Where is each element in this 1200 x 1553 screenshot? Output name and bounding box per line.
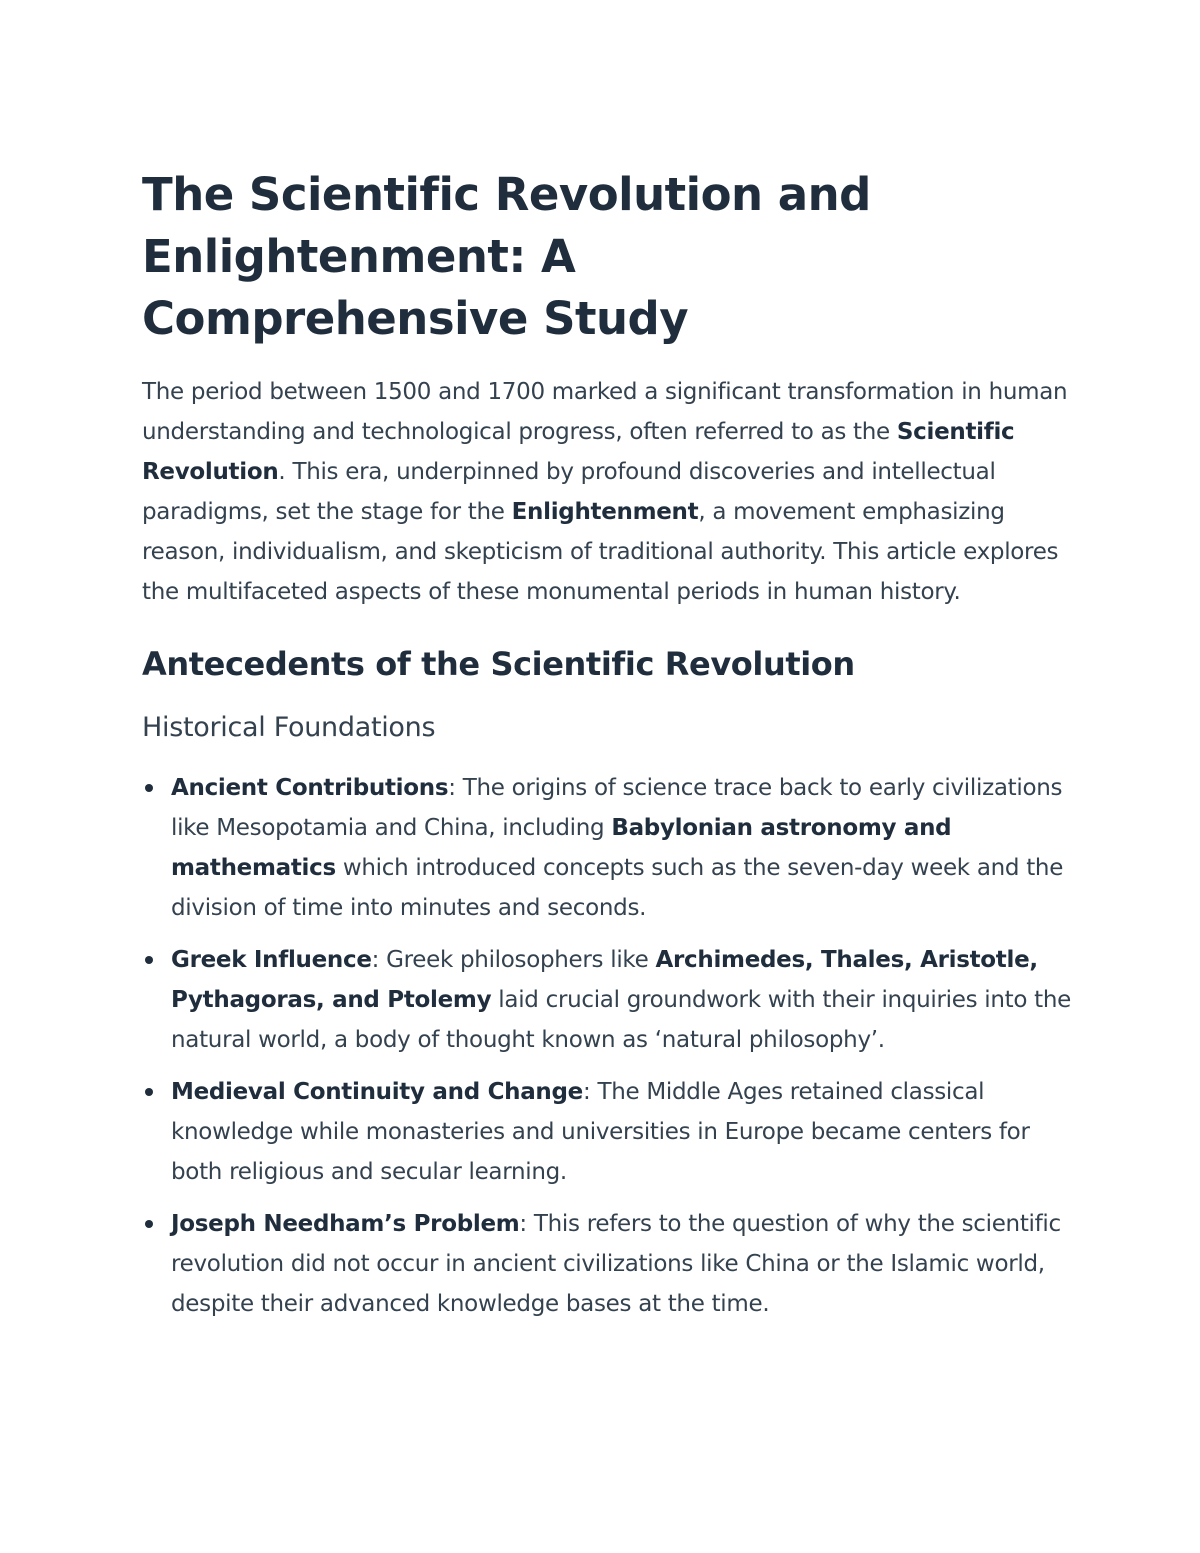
bullet-text: which introduced concepts such as the seven-day week and the division of time into minutes and seconds. — [171, 855, 1064, 921]
bullet-term: Ancient Contributions — [171, 775, 449, 801]
intro-paragraph — [142, 372, 1072, 612]
list-item — [142, 1204, 1072, 1324]
list-item — [142, 940, 1072, 1060]
bullet-icon — [145, 784, 153, 792]
intro-bold-term: Scientific Revolution — [142, 419, 1015, 485]
bullet-icon — [145, 956, 153, 964]
bullet-text: laid crucial groundwork with their inquiries into the natural world, a body of thought known as ‘natural philosophy’. — [171, 987, 1071, 1053]
page-title: The Scientific Revolution and Enlightenment: A Comprehensive Study — [142, 168, 871, 345]
bullet-bold: Archimedes, Thales, Aristotle, Pythagoras, and Ptolemy — [171, 947, 1038, 1013]
list-item — [142, 768, 1072, 928]
bullet-text: : Greek philosophers like — [371, 947, 656, 973]
bullet-text: : The Middle Ages retained classical knowledge while monasteries and universities in Europe became centers for both religious and secular learning. — [171, 1079, 1030, 1185]
bullet-term: Medieval Continuity and Change — [171, 1079, 583, 1105]
document-page — [142, 164, 1072, 1336]
bullet-text: : The origins of science trace back to early civilizations like Mesopotamia and China, including — [171, 775, 1063, 841]
bullet-term: Joseph Needham’s Problem — [171, 1211, 520, 1237]
bullet-icon — [145, 1220, 153, 1228]
intro-text: , a movement emphasizing reason, individualism, and skepticism of traditional authority. This article explores the multifaceted aspects of these monumental periods in human history. — [142, 499, 1059, 605]
intro-text: . This era, underpinned by profound discoveries and intellectual paradigms, set the stage for the — [142, 459, 996, 525]
section-heading: Antecedents of the Scientific Revolution — [142, 645, 855, 683]
bullet-bold: Babylonian astronomy and mathematics — [171, 815, 952, 881]
subsection-heading: Historical Foundations — [142, 712, 436, 743]
list-item — [142, 1072, 1072, 1192]
bullet-term: Greek Influence — [171, 947, 372, 973]
bullet-list — [142, 768, 1072, 1324]
bullet-icon — [145, 1088, 153, 1096]
bullet-text: : This refers to the question of why the scientific revolution did not occur in ancient civilizations like China or the Islamic world, despite their advanced knowledge bases at the time. — [171, 1211, 1061, 1317]
intro-bold-term: Enlightenment — [511, 499, 699, 525]
intro-text: The period between 1500 and 1700 marked a significant transformation in human understanding and technological progress, often referred to as the — [142, 379, 1068, 445]
